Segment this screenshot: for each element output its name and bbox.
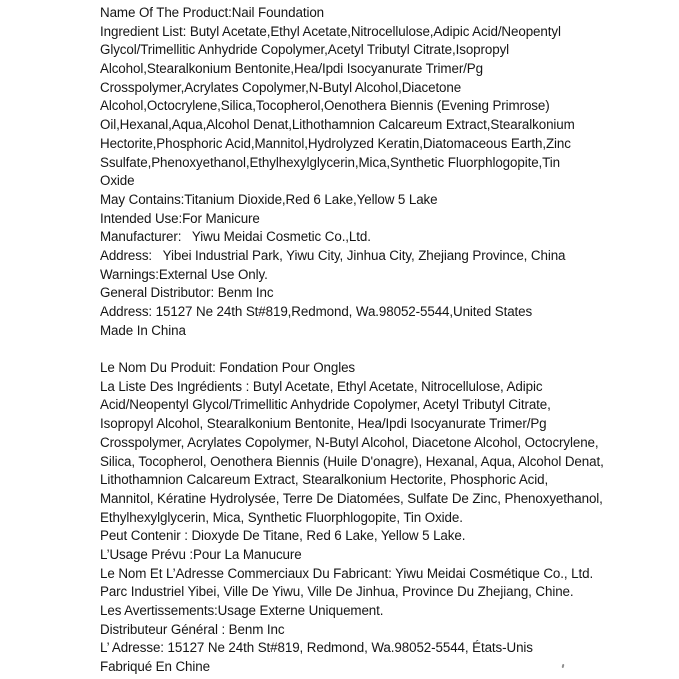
text-line: Acid/Neopentyl Glycol/Trimellitic Anhydride Copolymer, Acetyl Tributyl Citrate, xyxy=(100,397,551,413)
text-line-manufacturer: Manufacturer: Yiwu Meidai Cosmetic Co.,Ltd. xyxy=(100,229,371,245)
text-line: Oxide xyxy=(100,173,135,189)
text-line-ingredient-list-fr: La Liste Des Ingrédients : Butyl Acetate, Ethyl Acetate, Nitrocellulose, Adipic xyxy=(100,378,543,394)
text-line-manufacturer-address-fr: Parc Industriel Yibei, Ville De Yiwu, Ville De Jinhua, Province Du Zhejiang, Chine. xyxy=(100,584,574,600)
text-line-manufacturer-address: Address: Yibei Industrial Park, Yiwu City, Jinhua City, Zhejiang Province, China xyxy=(100,247,566,263)
text-line: Glycol/Trimellitic Anhydride Copolymer,Acetyl Tributyl Citrate,Isopropyl xyxy=(100,42,510,58)
text-line-ingredient-list: Ingredient List: Butyl Acetate,Ethyl Acetate,Nitrocellulose,Adipic Acid/Neopentyl xyxy=(100,23,561,39)
text-line-intended-use-fr: L’Usage Prévu :Pour La Manucure xyxy=(100,546,302,562)
text-line: Oil,Hexanal,Aqua,Alcohol Denat,Lithothamnion Calcareum Extract,Stearalkonium xyxy=(100,117,575,133)
text-line-distributor-address: Address: 15127 Ne 24th St#819,Redmond, Wa.98052-5544,United States xyxy=(100,304,533,319)
text-line-warnings: Warnings:External Use Only. xyxy=(100,266,268,282)
text-line-intended-use: Intended Use:For Manicure xyxy=(100,210,260,226)
text-line-made-in: Made In China xyxy=(100,322,186,338)
text-line-distributor-fr: Distributeur Général : Benm Inc xyxy=(100,621,285,637)
text-line: Alcohol,Stearalkonium Bentonite,Hea/Ipdi Isocyanurate Trimer/Pg xyxy=(100,61,483,77)
text-line-distributor-address-fr: L’ Adresse: 15127 Ne 24th St#819, Redmond, Wa.98052-5544, États-Unis xyxy=(100,640,533,656)
text-line-may-contains-fr: Peut Contenir : Dioxyde De Titane, Red 6 Lake, Yellow 5 Lake. xyxy=(100,528,466,544)
text-line: Ssulfate,Phenoxyethanol,Ethylhexylglycerin,Mica,Synthetic Fluorphlogopite,Tin xyxy=(100,154,560,170)
text-line-product-name-fr: Le Nom Du Produit: Fondation Pour Ongles xyxy=(100,360,356,376)
english-label-section xyxy=(100,4,679,340)
text-line-made-in-fr: Fabriqué En Chine xyxy=(100,659,210,675)
text-line-warnings-fr: Les Avertissements:Usage Externe Uniquement. xyxy=(100,603,384,618)
text-line: Lithothamnion Calcareum Extract, Stearalkonium Hectorite, Phosphoric Acid, xyxy=(100,472,549,488)
text-line-product-name: Name Of The Product:Nail Foundation xyxy=(100,5,325,20)
text-line: Silica, Tocopherol, Oenothera Biennis (Huile D'onagre), Hexanal, Aqua, Alcohol Denat, xyxy=(100,453,604,469)
text-line-may-contains: May Contains:Titanium Dioxide,Red 6 Lake,Yellow 5 Lake xyxy=(100,191,438,207)
text-line: Ethylhexylglycerin, Mica, Synthetic Fluorphlogopite, Tin Oxide. xyxy=(100,509,463,525)
text-line: Mannitol, Kératine Hydrolysée, Terre De Diatomées, Sulfate De Zinc, Phenoxyethanol, xyxy=(100,490,603,506)
text-line: Alcohol,Octocrylene,Silica,Tocopherol,Oenothera Biennis (Evening Primrose) xyxy=(100,98,550,114)
text-line: Crosspolymer, Acrylates Copolymer, N-Butyl Alcohol, Diacetone Alcohol, Octocrylene, xyxy=(100,434,599,450)
text-line: Isopropyl Alcohol, Stearalkonium Bentonite, Hea/Ipdi Isocyanurate Trimer/Pg xyxy=(100,416,547,432)
text-line: Crosspolymer,Acrylates Copolymer,N-Butyl Alcohol,Diacetone xyxy=(100,79,462,95)
french-label-section xyxy=(100,359,679,677)
text-line-distributor: General Distributor: Benm Inc xyxy=(100,285,274,301)
text-line: Hectorite,Phosphoric Acid,Mannitol,Hydrolyzed Keratin,Diatomaceous Earth,Zinc xyxy=(100,135,571,151)
text-line-manufacturer-fr: Le Nom Et L’Adresse Commerciaux Du Fabricant: Yiwu Meidai Cosmétique Co., Ltd. xyxy=(100,565,594,581)
